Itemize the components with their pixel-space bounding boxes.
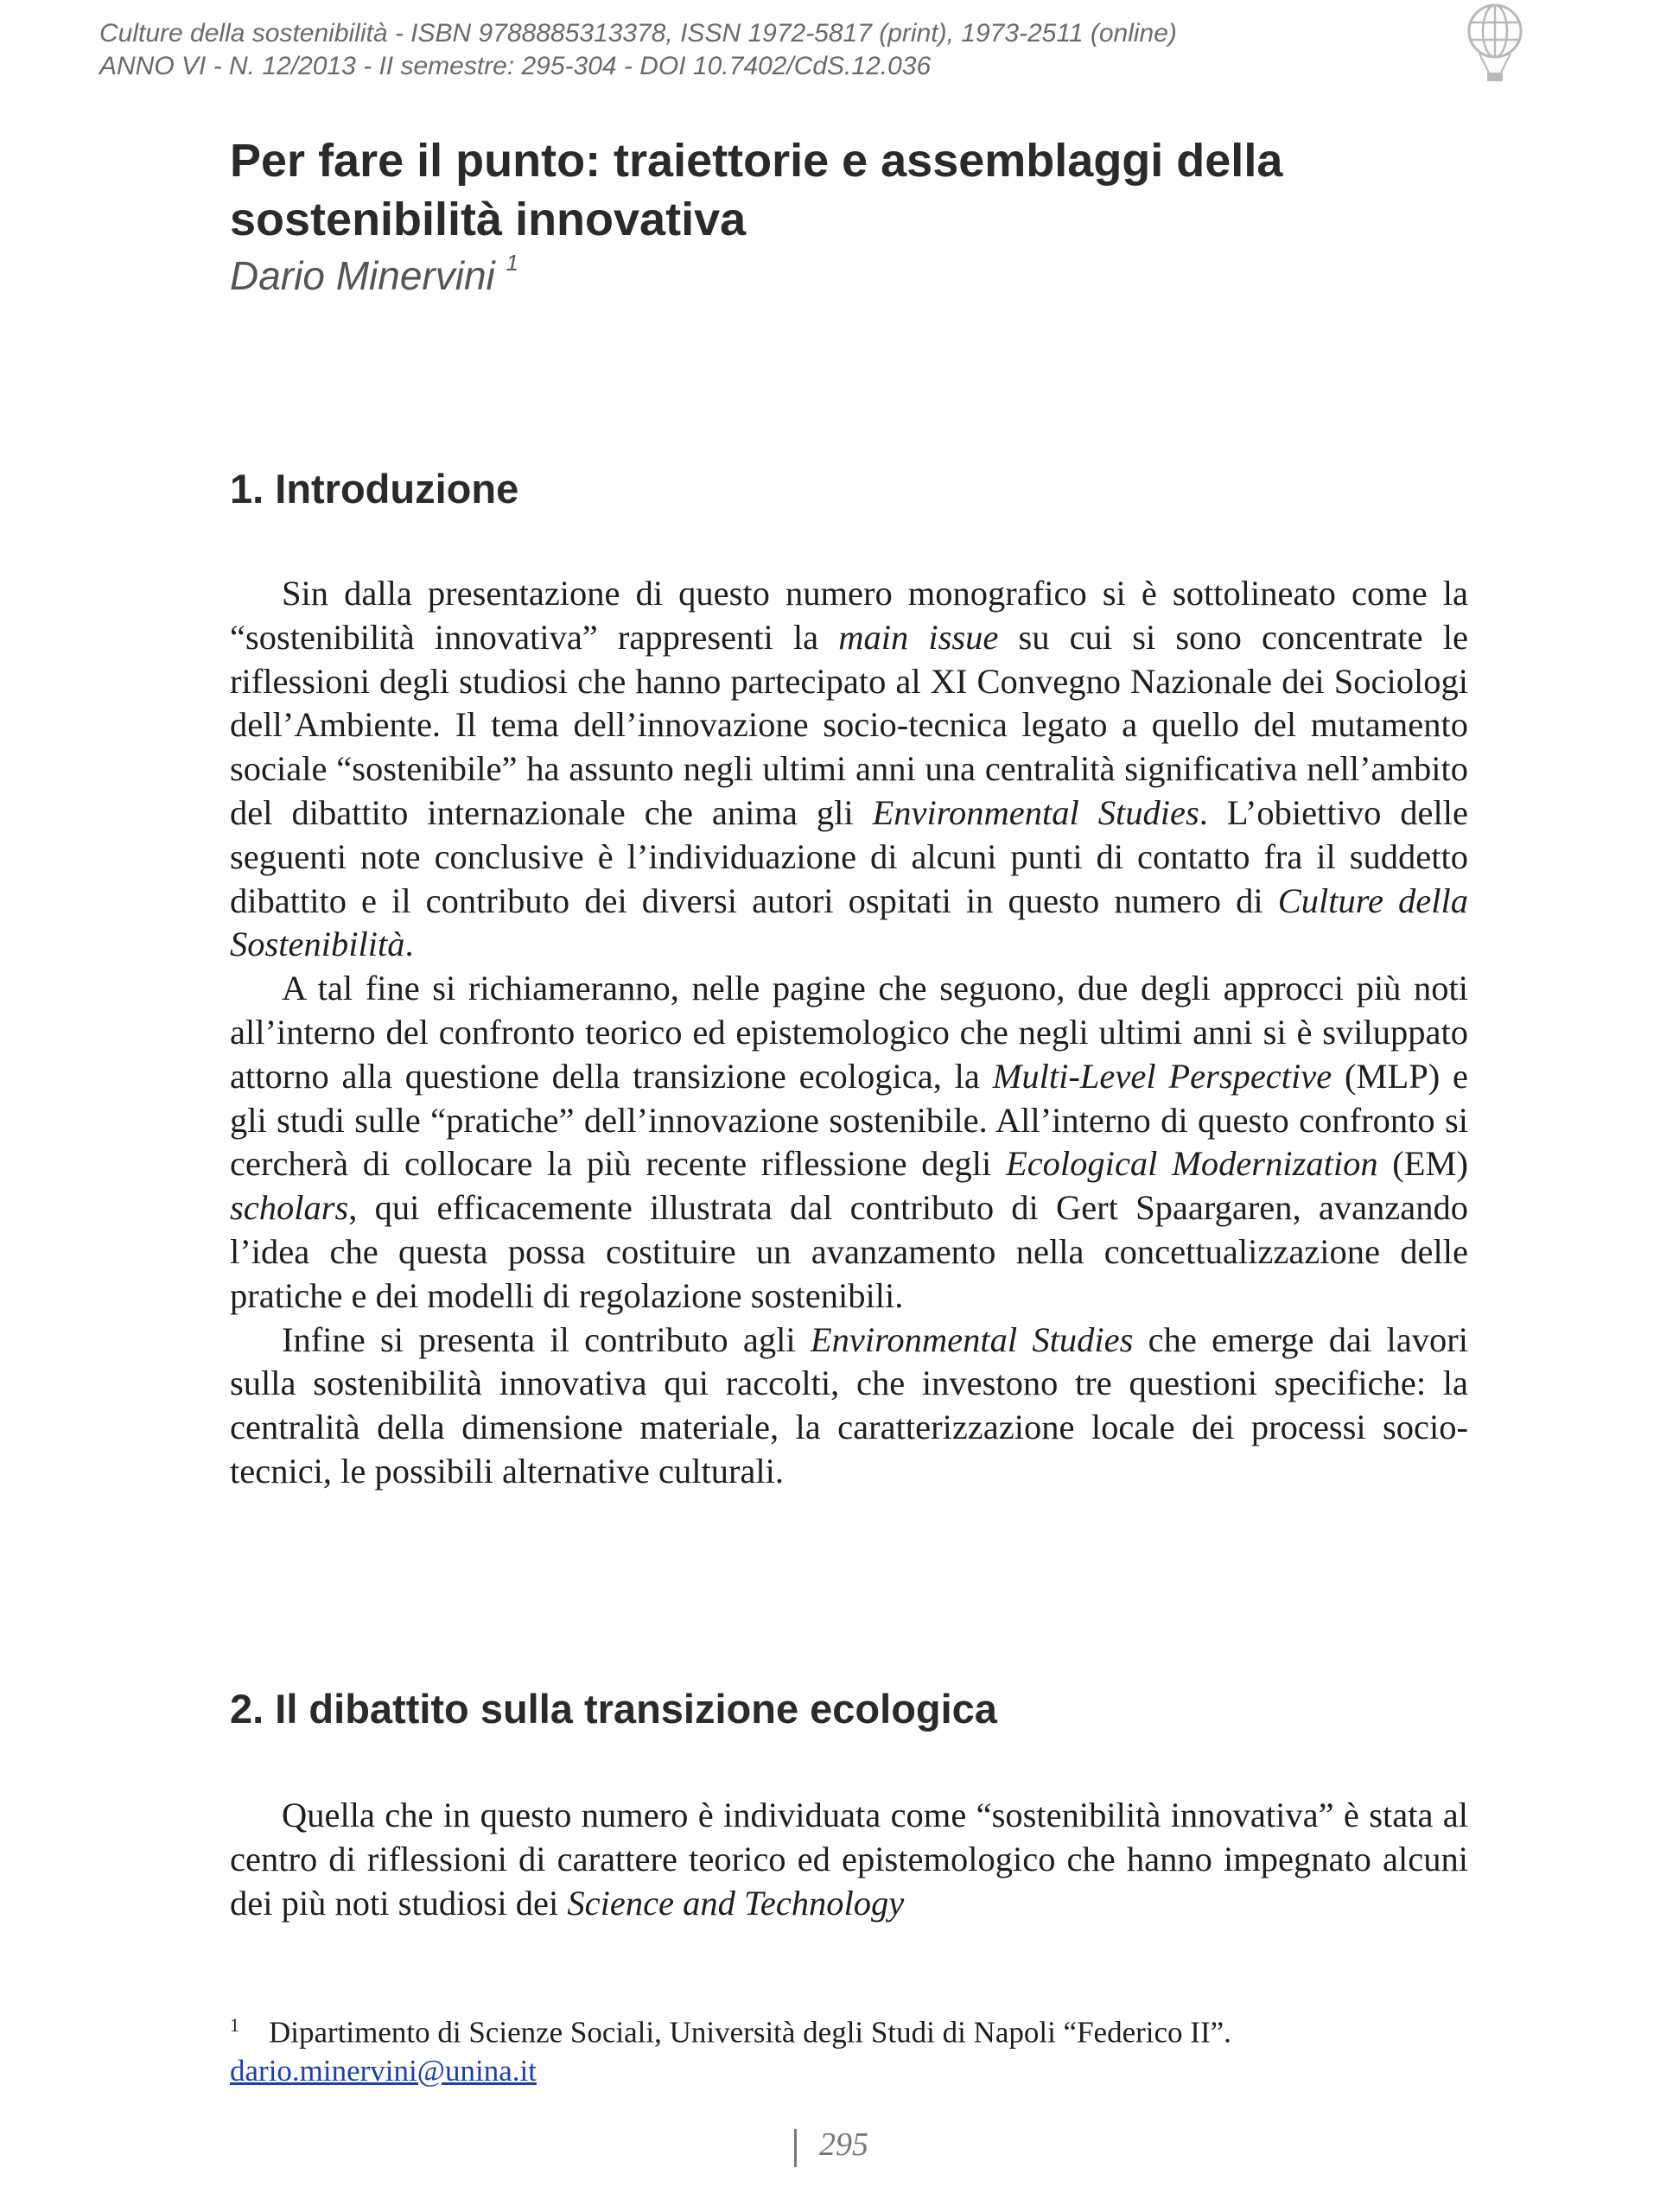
article-title [230,131,1483,249]
section-2-heading: 2. Il dibattito sulla transizione ecologica [230,1686,997,1732]
globe-balloon-logo-icon [1460,0,1530,86]
section-2-paragraph-1: Quella che in questo numero è individuata come “sostenibilità innovativa” è stata al centro di riflessioni di carattere teorico ed epistemologico che hanno impegnato alcuni dei più noti studiosi dei Science and Technology [230,1796,1468,1923]
footnote [230,2006,1468,2090]
title-line-1: Per fare il punto: traiettorie e assemblaggi della [230,135,1283,187]
section-1-paragraph-3: Infine si presenta il contributo agli Environmental Studies che emerge dai lavori sulla sostenibilità innovativa qui raccolti, che investono tre questioni specifiche: la centralità della dimensione materiale, la caratterizzazione locale dei processi socio-tecnici, le possibili alternative culturali. [230,1319,1468,1491]
section-1-paragraph-2: A tal fine si richiameranno, nelle pagine che seguono, due degli approcci più noti all’interno del confronto teorico ed epistemologico che negli ultimi anni si è sviluppato attorno alla questione della transizione ecologica, la Multi-Level Perspective (MLP) e gli studi sulle “pratiche” dell’innovazione sostenibile. All’interno di questo confronto si cercherà di collocare la più recente riflessione degli Ecological Modernization (EM) scholars, qui efficacemente illustrata dal contributo di Gert Spaargaren, avanzando l’idea che questa possa costituire un avanzamento nella concettualizzazione delle pratiche e dei modelli di regolazione sostenibili. [230,969,1468,1315]
page-number: 295 [819,2126,868,2163]
page-number-divider [794,2129,797,2167]
section-1-heading: 1. Introduzione [230,466,519,512]
header-line-2: ANNO VI - N. 12/2013 - II semestre: 295-304 - DOI 10.7402/CdS.12.036 [99,52,932,80]
author-footnote-mark: 1 [506,249,518,276]
section-1-body [230,572,1468,1494]
journal-header [99,17,1396,83]
section-2-body [230,1794,1468,1925]
header-line-1: Culture della sostenibilità - ISBN 9788885313378, ISSN 1972-5817 (print), 1973-2511 (online) [99,19,1177,48]
section-1-paragraph-1: Sin dalla presentazione di questo numero monografico si è sottolineato come la “sostenibilità innovativa” rappresenti la main issue su cui si sono concentrate le riflessioni degli studiosi che hanno partecipato al XI Convegno Nazionale dei Sociologi dell’Ambiente. Il tema dell’innovazione socio-tecnica legato a quello del mutamento sociale “sostenibile” ha assunto negli ultimi anni una centralità significativa nell’ambito del dibattito internazionale che anima gli Environmental Studies. L’obiettivo delle seguenti note conclusive è l’individuazione di alcuni punti di contatto fra il suddetto dibattito e il contributo dei diversi autori ospitati in questo numero di Culture della Sostenibilità. [230,574,1468,964]
author-name: Dario Minervini [230,253,495,298]
footnote-text: Dipartimento di Scienze Sociali, Università degli Studi di Napoli “Federico II”. [269,2015,1231,2050]
author-email-link[interactable]: dario.minervini@unina.it [230,2053,537,2088]
footnote-mark: 1 [230,2014,239,2036]
author-line [230,249,518,299]
title-line-2: sostenibilità innovativa [230,194,747,245]
